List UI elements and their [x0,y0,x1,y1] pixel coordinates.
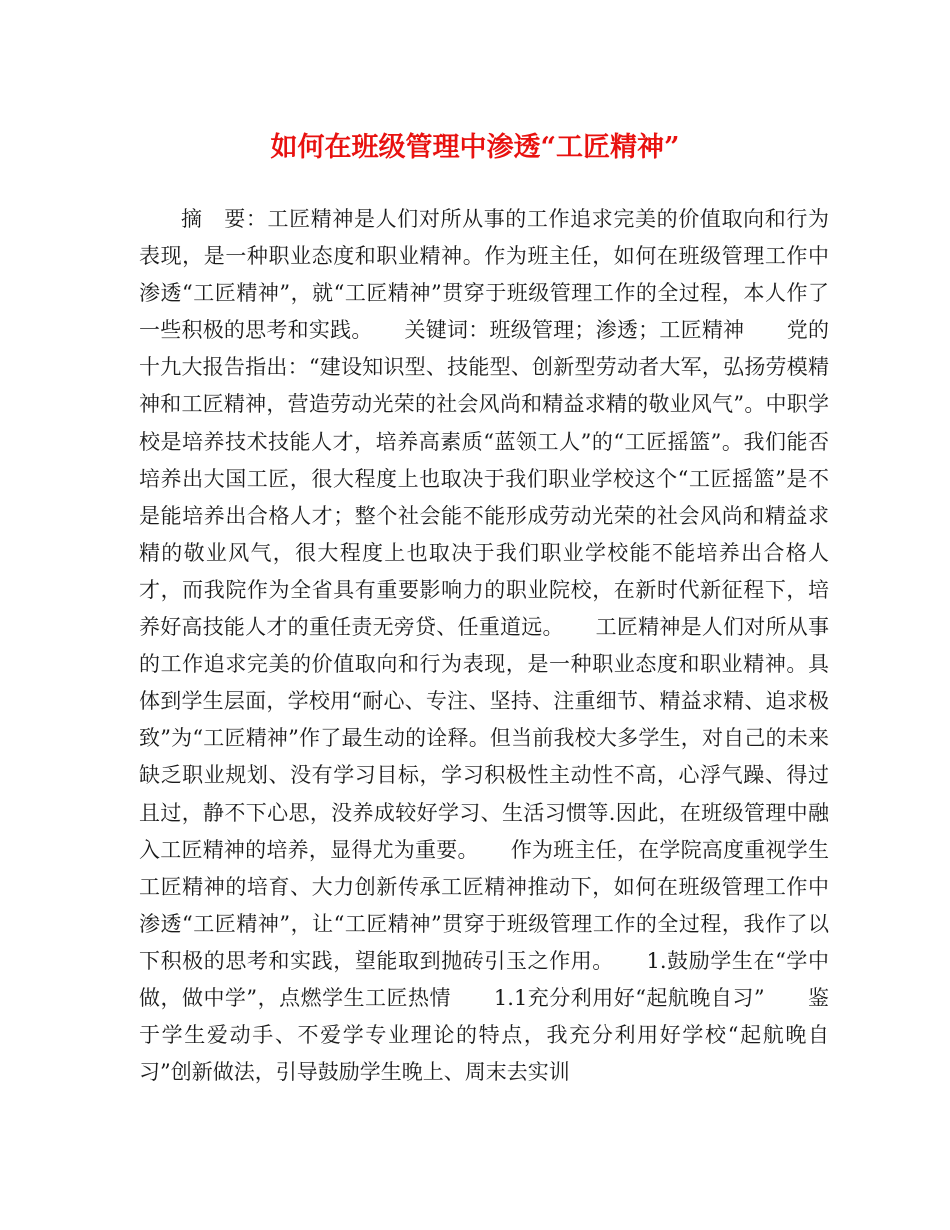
document-title: 如何在班级管理中渗透“工匠精神” [270,132,680,163]
document-body-text: 摘 要：工匠精神是人们对所从事的工作追求完美的价值取向和行为表现，是一种职业态度和职业精神。作为班主任，如何在班级管理工作中渗透“工匠精神”，就“工匠精神”贯穿于班级管理工作的全过程，本人作了一些积极的思考和实践。 关键词：班级管理；渗透；工匠精神 党的十九大报告指出：“建设知识型、技能型、创新型劳动者大军，弘扬劳模精神和工匠精神，营造劳动光荣的社会风尚和精益求精的敬业风气”。中职学校是培养技术技能人才，培养高素质“蓝领工人”的“工匠摇篮”。我们能否培养出大国工匠，很大程度上也取决于我们职业学校这个“工匠摇篮”是不是能培养出合格人才；整个社会能不能形成劳动光荣的社会风尚和精益求精的敬业风气，很大程度上也取决于我们职业学校能不能培养出合格人才，而我院作为全省具有重要影响力的职业院校，在新时代新征程下，培养好高技能人才的重任责无旁贷、任重道远。 工匠精神是人们对所从事的工作追求完美的价值取向和行为表现，是一种职业态度和职业精神。具体到学生层面，学校用“耐心、专注、坚持、注重细节、精益求精、追求极致”为“工匠精神”作了最生动的诠释。但当前我校大多学生，对自己的未来缺乏职业规划、没有学习目标，学习积极性主动性不高，心浮气躁、得过且过，静不下心思，没养成较好学习、生活习惯等.因此，在班级管理中融入工匠精神的培养，显得尤为重要。 作为班主任，在学院高度重视学生工匠精神的培育、大力创新传承工匠精神推动下，如何在班级管理工作中渗透“工匠精神”，让“工匠精神”贯穿于班级管理工作的全过程，我作了以下积极的思考和实践，望能取到抛砖引玉之作用。 1.鼓励学生在“学中做，做中学”，点燃学生工匠热情 1.1充分利用好“起航晚自习” 鉴于学生爱动手、不爱学专业理论的特点，我充分利用好学校“起航晚自习”创新做法，引导鼓励学生晚上、周末去实训 [139,207,829,1085]
